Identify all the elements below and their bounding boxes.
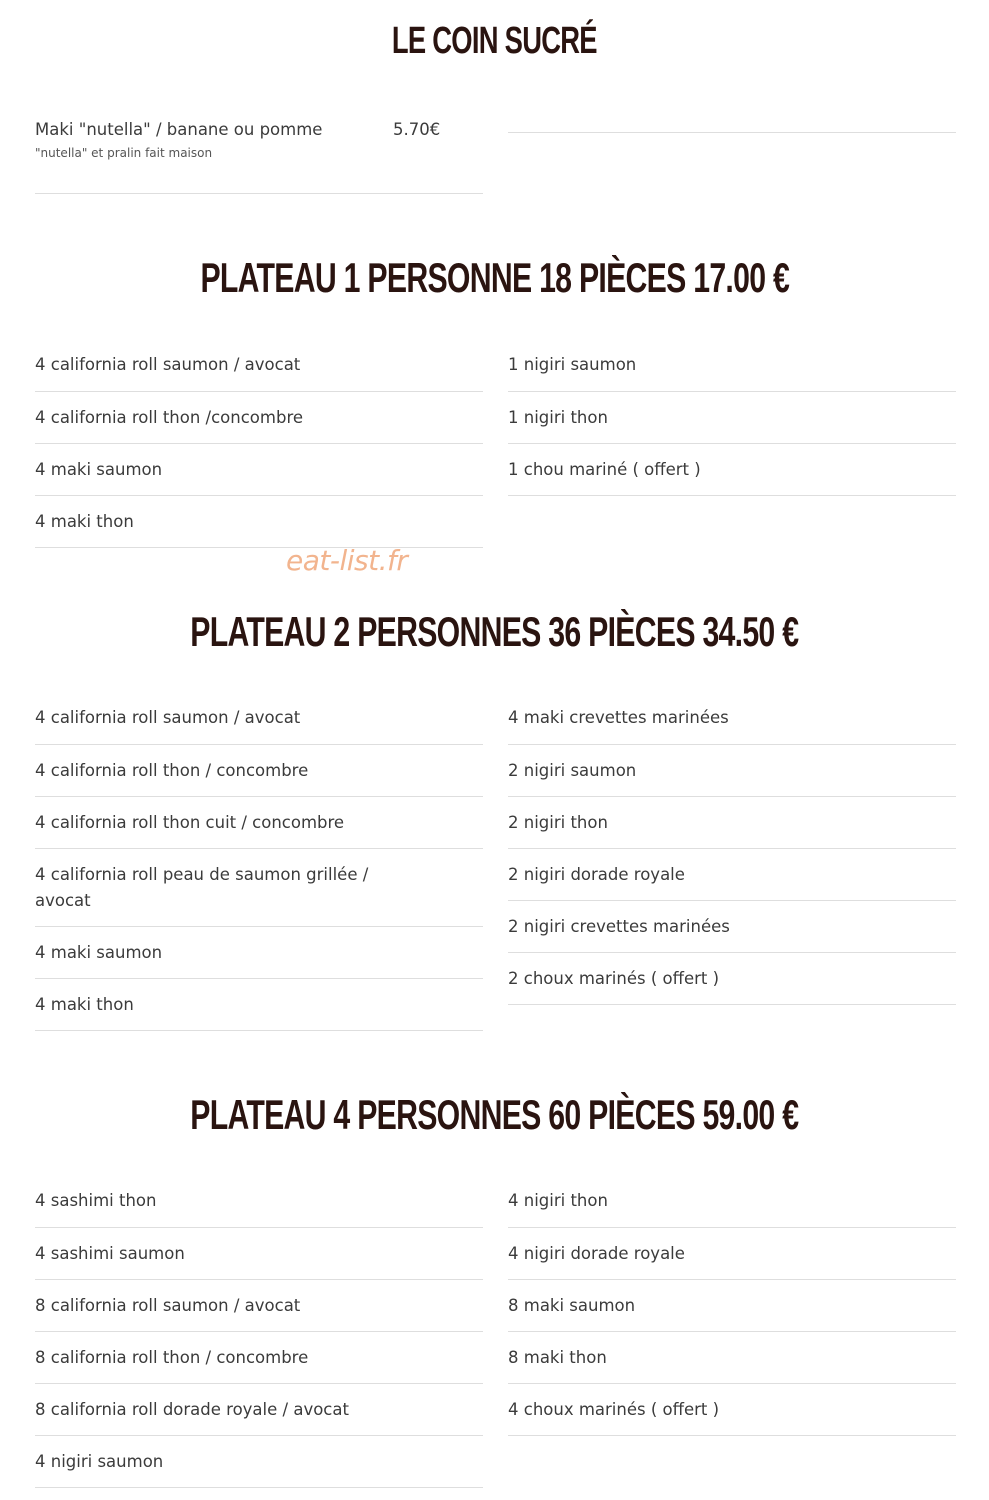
list-item: 4 california roll thon /concombre (35, 392, 483, 444)
list-item: 8 california roll dorade royale / avocat (35, 1384, 483, 1436)
list-item: 4 sashimi saumon (35, 1228, 483, 1280)
list-item: 8 california roll thon / concombre (35, 1332, 483, 1384)
list-item: 4 california roll thon cuit / concombre (35, 797, 483, 849)
section-title-plateau-1: PLATEAU 1 PERSONNE 18 PIÈCES 17.00 € (200, 254, 789, 301)
list-item: 2 nigiri dorade royale (508, 849, 956, 901)
list-item: 2 nigiri crevettes marinées (508, 901, 956, 953)
menu-item-name: Maki "nutella" / banane ou pomme (35, 120, 323, 139)
plateau-4-right-list (508, 1175, 956, 1436)
plateau-4-left-list (35, 1175, 483, 1488)
divider (508, 132, 956, 133)
list-item: 4 california roll saumon / avocat (35, 692, 483, 745)
section-title-coin-sucre: LE COIN SUCRÉ (391, 20, 597, 62)
list-item: 4 nigiri dorade royale (508, 1228, 956, 1280)
plateau-2-right-list (508, 692, 956, 1005)
watermark: eat-list.fr (286, 544, 408, 577)
list-item: 4 maki thon (35, 496, 483, 548)
list-item: 2 nigiri thon (508, 797, 956, 849)
menu-item-price: 5.70€ (393, 120, 441, 139)
list-item: 4 nigiri saumon (35, 1436, 483, 1488)
list-item: 8 maki thon (508, 1332, 956, 1384)
menu-item-description: "nutella" et pralin fait maison (35, 146, 213, 160)
list-item: 1 chou mariné ( offert ) (508, 444, 956, 496)
list-item: 4 choux marinés ( offert ) (508, 1384, 956, 1436)
list-item: 4 california roll peau de saumon grillée / avocat (35, 849, 483, 927)
menu-item-maki-nutella (35, 117, 483, 194)
list-item: 1 nigiri thon (508, 392, 956, 444)
section-title-plateau-2: PLATEAU 2 PERSONNES 36 PIÈCES 34.50 € (190, 608, 799, 655)
section-title-plateau-4: PLATEAU 4 PERSONNES 60 PIÈCES 59.00 € (190, 1091, 799, 1138)
list-item: 4 maki saumon (35, 444, 483, 496)
list-item: 2 nigiri saumon (508, 745, 956, 797)
list-item: 4 california roll thon / concombre (35, 745, 483, 797)
list-item: 4 maki crevettes marinées (508, 692, 956, 745)
list-item: 4 nigiri thon (508, 1175, 956, 1228)
list-item: 4 maki saumon (35, 927, 483, 979)
plateau-1-right-list (508, 339, 956, 496)
list-item: 1 nigiri saumon (508, 339, 956, 392)
plateau-2-left-list (35, 692, 483, 1031)
plateau-1-left-list (35, 339, 483, 548)
list-item: 4 sashimi thon (35, 1175, 483, 1228)
list-item: 4 california roll saumon / avocat (35, 339, 483, 392)
list-item: 2 choux marinés ( offert ) (508, 953, 956, 1005)
list-item: 4 maki thon (35, 979, 483, 1031)
list-item: 8 california roll saumon / avocat (35, 1280, 483, 1332)
list-item: 8 maki saumon (508, 1280, 956, 1332)
